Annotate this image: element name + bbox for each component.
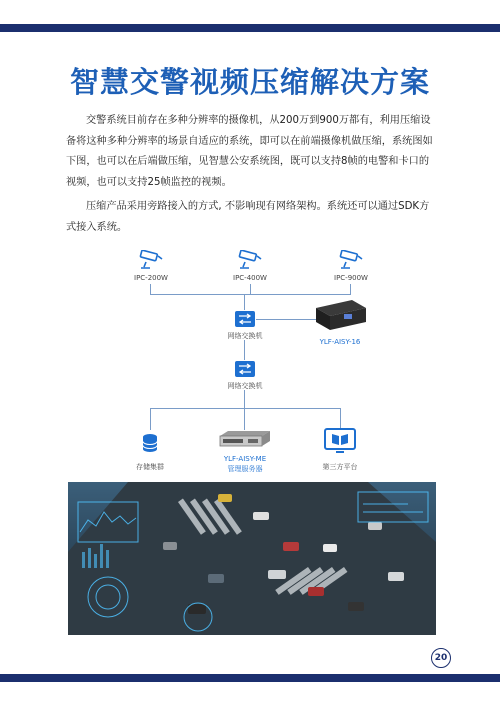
connector-line: [244, 294, 245, 310]
compression-device-icon: [312, 298, 368, 332]
cctv-camera-icon: [338, 250, 364, 270]
connector-line: [244, 408, 245, 430]
connector-line: [340, 408, 341, 430]
traffic-intersection-image: [68, 482, 436, 635]
server-role-label: 管理服务器: [227, 465, 263, 473]
connector-line: [150, 408, 340, 409]
system-diagram: [0, 240, 500, 480]
monitor-icon: [324, 428, 356, 454]
camera-label: IPC-200W: [134, 274, 168, 282]
connector-line: [150, 284, 151, 294]
paragraph-2: 压缩产品采用旁路接入的方式, 不影响现有网络架构。系统还可以通过SDK方式接入系统。: [66, 201, 430, 233]
network-switch-icon: [234, 310, 256, 328]
cctv-camera-icon: [237, 250, 263, 270]
connector-line: [244, 390, 245, 408]
connector-line: [256, 319, 316, 320]
server-label: YLF-AISY-ME: [223, 455, 267, 463]
page-title: 智慧交警视频压缩解决方案: [69, 65, 430, 99]
connector-line: [250, 284, 251, 294]
cctv-camera-icon: [138, 250, 164, 270]
bottom-decor-bar: [0, 674, 500, 682]
paragraph-1: 交警系统目前存在多种分辨率的摄像机，从200万到900万都有，利用压缩设备将这种多种分辨率的场景自适应的系统，即可以在前端摄像机做压缩，系统图如下图，也可以在后端做压缩，见智慧公安系统图，既可以支持8帧的电警和卡口的视频，也可以支持25帧监控的视频。: [66, 115, 433, 188]
connector-line: [150, 294, 351, 295]
camera-label: IPC-900W: [334, 274, 368, 282]
camera-label: IPC-400W: [233, 274, 267, 282]
network-switch-icon: [234, 360, 256, 378]
switch-label: 网络交换机: [227, 382, 263, 390]
platform-label: 第三方平台: [322, 463, 358, 471]
switch-label: 网络交换机: [227, 332, 263, 340]
device-label: YLF-AISY-16: [319, 338, 361, 346]
connector-line: [244, 340, 245, 360]
connector-line: [350, 284, 351, 294]
page-number: 20: [431, 648, 451, 668]
database-icon: [141, 433, 159, 453]
storage-label: 存储集群: [136, 463, 164, 471]
top-decor-bar: [0, 24, 500, 32]
connector-line: [150, 408, 151, 430]
rack-server-icon: [218, 430, 272, 448]
